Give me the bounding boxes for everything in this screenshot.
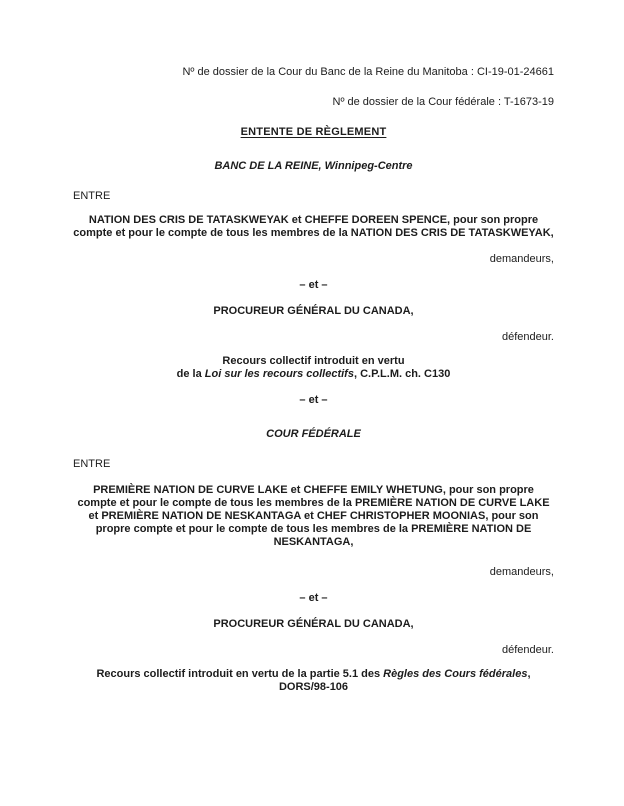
federal-court-plaintiffs-role: demandeurs, [489,566,554,578]
queens-bench-court-heading: BANC DE LA REINE, Winnipeg-Centre [214,160,413,172]
federal-court-proceeding-line2: DORS/98-106 [278,681,349,693]
et-separator-federal-court: – et – [299,592,328,604]
entre-label-federal-court: ENTRE [73,458,111,470]
manitoba-court-file-number: Nº de dossier de la Cour du Banc de la Reine du Manitoba : CI-19-01-24661 [182,66,554,78]
federal-court-proceeding-line1-suffix: , [527,668,531,680]
federal-court-proceeding-caption [73,668,554,694]
queens-bench-plaintiffs-role: demandeurs, [489,253,554,265]
federal-court-proceeding-line1-prefix: Recours collectif introduit en vertu de la partie 5.1 des [96,668,384,680]
queens-bench-plaintiffs-paragraph: NATION DES CRIS DE TATASKWEYAK et CHEFFE DOREEN SPENCE, pour son propre compte et pour le compte de tous les membres de la NATION DES CRIS DE TATASKWEYAK, [73,214,554,239]
entre-label-queens-bench: ENTRE [73,190,111,202]
federal-court-proceeding-line1 [73,668,554,681]
queens-bench-proceeding-line1: Recours collectif introduit en vertu [222,355,405,367]
queens-bench-defendant: PROCUREUR GÉNÉRAL DU CANADA, [213,305,414,317]
queens-bench-defendant-role: défendeur. [502,331,554,343]
federal-court-defendant: PROCUREUR GÉNÉRAL DU CANADA, [213,618,414,630]
et-separator-queens-bench: – et – [299,279,328,291]
queens-bench-proceeding-line2-prefix: de la [176,368,205,380]
federal-court-statute-name: Règles des Cours fédérales [383,668,528,680]
queens-bench-statute-name: Loi sur les recours collectifs [204,368,354,380]
queens-bench-proceeding-line2-suffix: , C.P.L.M. ch. C130 [353,368,451,380]
document-title: ENTENTE DE RÈGLEMENT [240,126,387,138]
federal-court-defendant-role: défendeur. [502,644,554,656]
federal-court-plaintiffs-paragraph: PREMIÈRE NATION DE CURVE LAKE et CHEFFE EMILY WHETUNG, pour son propre compte et pour le compte de tous les membres de la PREMIÈRE NATION DE CURVE LAKE et PREMIÈRE NATION DE NESKANTAGA et CHEF CHRISTOPHER MOONIAS, pour son propre compte et pour le compte de tous les membres de la PREMIÈRE NATION DE NESKANTAGA, [77,484,550,548]
queens-bench-proceeding-caption [73,355,554,381]
federal-court-heading: COUR FÉDÉRALE [266,428,361,440]
et-separator-between-courts: – et – [299,394,328,406]
federal-court-file-number: Nº de dossier de la Cour fédérale : T-1673-19 [332,96,554,108]
queens-bench-proceeding-line2 [73,368,554,381]
